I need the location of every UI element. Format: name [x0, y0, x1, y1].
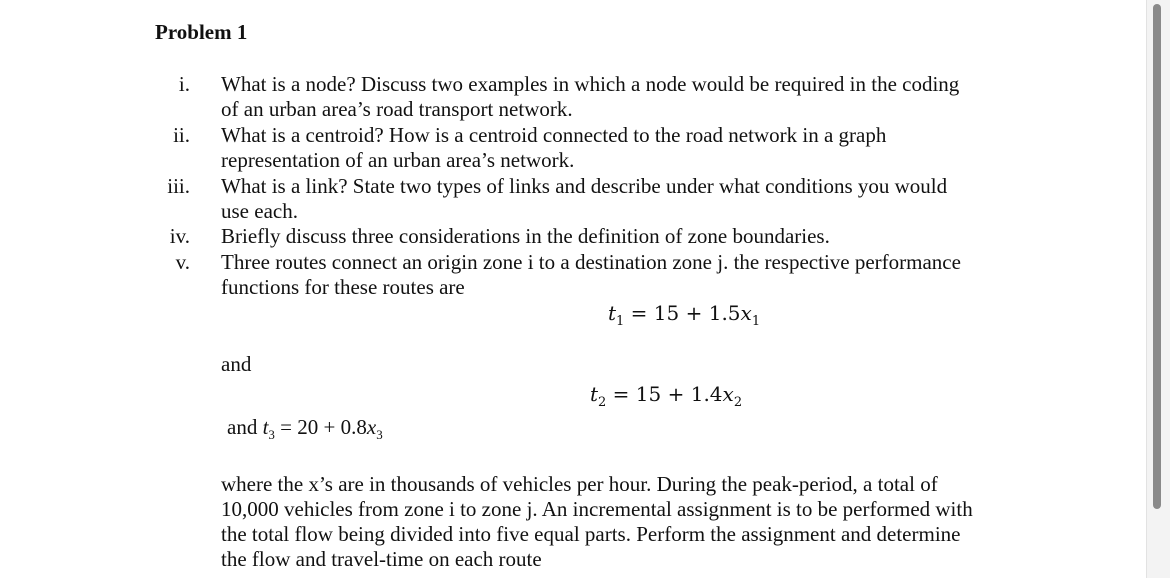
- eq1-rhs-sub: 1: [751, 314, 761, 329]
- eq2-var-sub: 2: [598, 395, 607, 410]
- eq3-var-sub: 3: [268, 427, 275, 442]
- vertical-scrollbar-thumb[interactable]: [1153, 4, 1161, 509]
- item-ii-line-1: What is a centroid? How is a centroid connected to the road network in a graph: [221, 123, 887, 147]
- item-iii-line-1: What is a link? State two types of links and describe under what conditions you would: [221, 174, 948, 198]
- item-number-iii: iii.: [167, 174, 190, 198]
- equation-t1: [608, 301, 760, 329]
- item-number-v: v.: [175, 250, 190, 274]
- eq2-var: t: [590, 382, 599, 406]
- eq2-rhs-sub: 2: [733, 395, 743, 410]
- equation-t2: [590, 382, 742, 410]
- closing-line-4: the flow and travel-time on each route: [221, 547, 542, 571]
- eq1-rhs-const: = 15 + 1.5: [624, 301, 741, 325]
- eq3-prefix: and: [227, 415, 263, 439]
- eq3-rhs-sub: 3: [376, 427, 383, 442]
- item-v-line-2: functions for these routes are: [221, 275, 465, 299]
- eq1-rhs-var: x: [740, 301, 752, 325]
- item-number-ii: ii.: [173, 123, 190, 147]
- item-number-i: i.: [178, 72, 190, 96]
- closing-line-2: 10,000 vehicles from zone i to zone j. An incremental assignment is to be performed with: [221, 497, 973, 521]
- eq2-rhs-var: x: [722, 382, 734, 406]
- item-iii-line-2: use each.: [221, 199, 298, 223]
- closing-line-3: the total flow being divided into five equal parts. Perform the assignment and determine: [221, 522, 961, 546]
- item-number-iv: iv.: [169, 224, 190, 248]
- problem-title: Problem 1: [155, 20, 248, 44]
- eq3-rhs-var: x: [366, 415, 377, 439]
- equation-t3: [227, 415, 383, 443]
- item-v-line-1: Three routes connect an origin zone i to a destination zone j. the respective performance: [221, 250, 961, 274]
- item-ii-line-2: representation of an urban area’s network.: [221, 148, 575, 172]
- and-label: and: [221, 352, 252, 376]
- item-i-line-2: of an urban area’s road transport network.: [221, 97, 573, 121]
- eq2-rhs-const: = 15 + 1.4: [606, 382, 723, 406]
- eq1-var: t: [608, 301, 617, 325]
- item-iv-line-1: Briefly discuss three considerations in the definition of zone boundaries.: [221, 224, 830, 248]
- item-i-line-1: What is a node? Discuss two examples in which a node would be required in the coding: [221, 72, 960, 96]
- eq1-var-sub: 1: [616, 314, 625, 329]
- closing-line-1: where the x’s are in thousands of vehicles per hour. During the peak-period, a total of: [221, 472, 938, 496]
- eq3-rhs-const: = 20 + 0.8: [274, 415, 367, 439]
- eq3-var: t: [262, 415, 269, 439]
